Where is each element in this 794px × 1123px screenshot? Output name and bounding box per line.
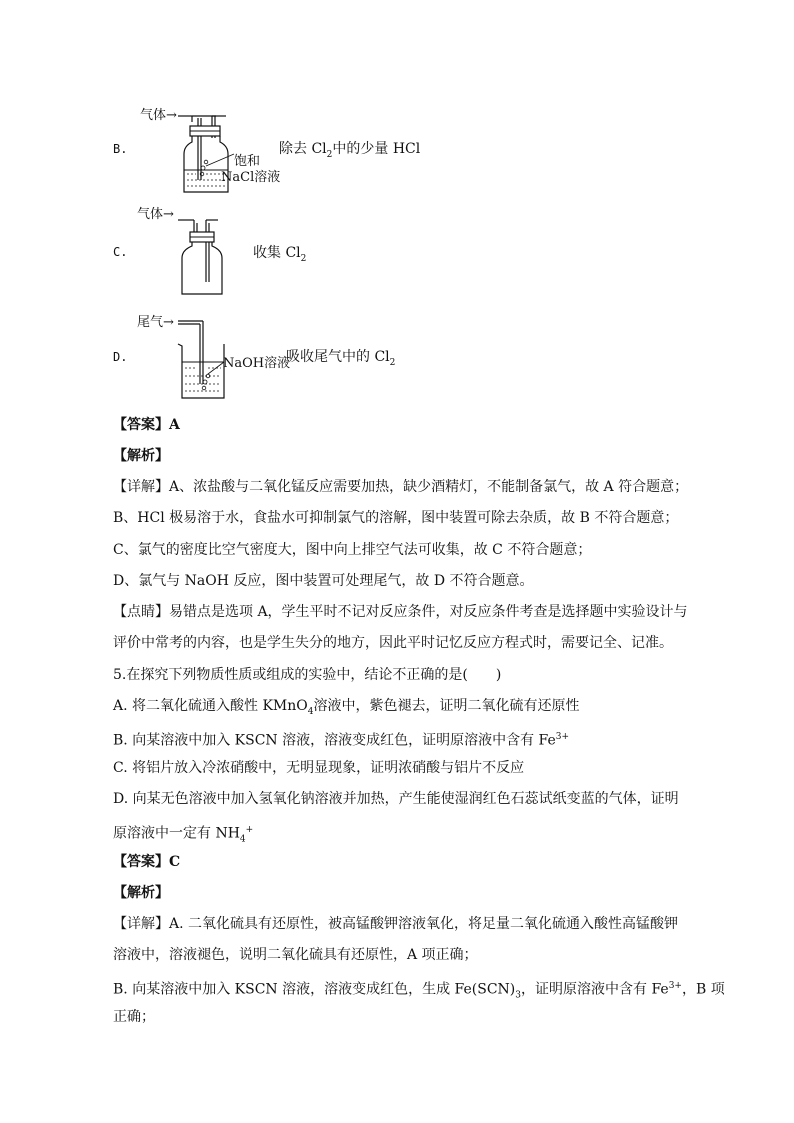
q5-option-c: C. 将铝片放入冷浓硝酸中，无明显现象，证明浓硝酸与铝片不反应 — [113, 760, 525, 776]
option-d-gas-label: 尾气→ — [137, 315, 174, 330]
q4-detail-d: D、氯气与 NaOH 反应，图中装置可处理尾气，故 D 不符合题意。 — [113, 573, 534, 589]
q4-note-line1: 【点睛】易错点是选项 A，学生平时不记对反应条件，对反应条件考查是选择题中实验设计与 — [113, 604, 688, 620]
option-b-label-nacl: NaCl溶液 — [221, 170, 281, 185]
q5-stem: 5.在探究下列物质性质或组成的实验中，结论不正确的是( ) — [113, 667, 502, 683]
option-c-letter: C. — [113, 245, 128, 259]
q4-detail-a: 【详解】A、浓盐酸与二氧化锰反应需要加热，缺少酒精灯，不能制备氯气，故 A 符合题意； — [113, 479, 689, 495]
option-b-label-saturated: 饱和 — [234, 154, 261, 169]
q5-detail-line2: 溶液中，溶液褪色，说明二氧化硫具有还原性，A 项正确； — [113, 947, 478, 963]
q5-detail-line1: 【详解】A. 二氧化硫具有还原性，被高锰酸钾溶液氧化，将足量二氧化硫通入酸性高锰酸钾 — [113, 916, 679, 932]
option-c-caption: 收集 $Cl_2$ — [253, 245, 307, 264]
q5-analysis-heading: 【解析】 — [113, 885, 169, 901]
q4-answer: 【答案】A — [113, 417, 180, 433]
option-b-letter: B. — [113, 142, 128, 156]
q5-option-b: B. 向某溶液中加入 KSCN 溶液，溶液变成红色，证明原溶液中含有 $Fe^{3+}$ — [113, 732, 570, 749]
q4-analysis-heading: 【解析】 — [113, 448, 169, 464]
q4-note-line2: 评价中常考的内容，也是学生失分的地方，因此平时记忆反应方程式时，需要记全、记准。 — [113, 635, 673, 651]
q5-option-d-line1: D. 向某无色溶液中加入氢氧化钠溶液并加热，产生能使湿润红色石蕊试纸变蓝的气体，证明 — [113, 791, 679, 807]
q5-option-a: A. 将二氧化硫通入酸性 KMnO$_4$溶液中，紫色褪去，证明二氧化硫有还原性 — [113, 698, 580, 717]
q5-answer: 【答案】C — [113, 854, 181, 870]
option-d-caption: 吸收尾气中的 $Cl_2$ — [286, 349, 396, 368]
q5-detail-line3: B. 向某溶液中加入 KSCN 溶液，溶液变成红色，生成 $Fe(SCN)_3$，证明原溶液中含有 $Fe^{3+}$，B 项 — [113, 981, 725, 1001]
option-c-gas-label: 气体→ — [137, 207, 174, 222]
option-d-label-naoh: NaOH溶液 — [223, 356, 291, 371]
collection-bottle-figure — [178, 212, 228, 302]
option-b-caption: 除去 $Cl_2$中的少量 HCl — [279, 141, 421, 160]
q5-option-d-line2: 原溶液中一定有 $NH_4^+$ — [113, 825, 254, 845]
q5-detail-line4: 正确； — [113, 1009, 155, 1025]
option-b-gas-label: 气体→ — [140, 108, 177, 123]
q4-detail-b: B、HCl 极易溶于水，食盐水可抑制氯气的溶解，图中装置可除去杂质，故 B 不符合题意； — [113, 510, 679, 526]
q4-detail-c: C、氯气的密度比空气密度大，图中向上排空气法可收集，故 C 不符合题意； — [113, 542, 592, 558]
option-d-letter: D. — [113, 350, 128, 364]
